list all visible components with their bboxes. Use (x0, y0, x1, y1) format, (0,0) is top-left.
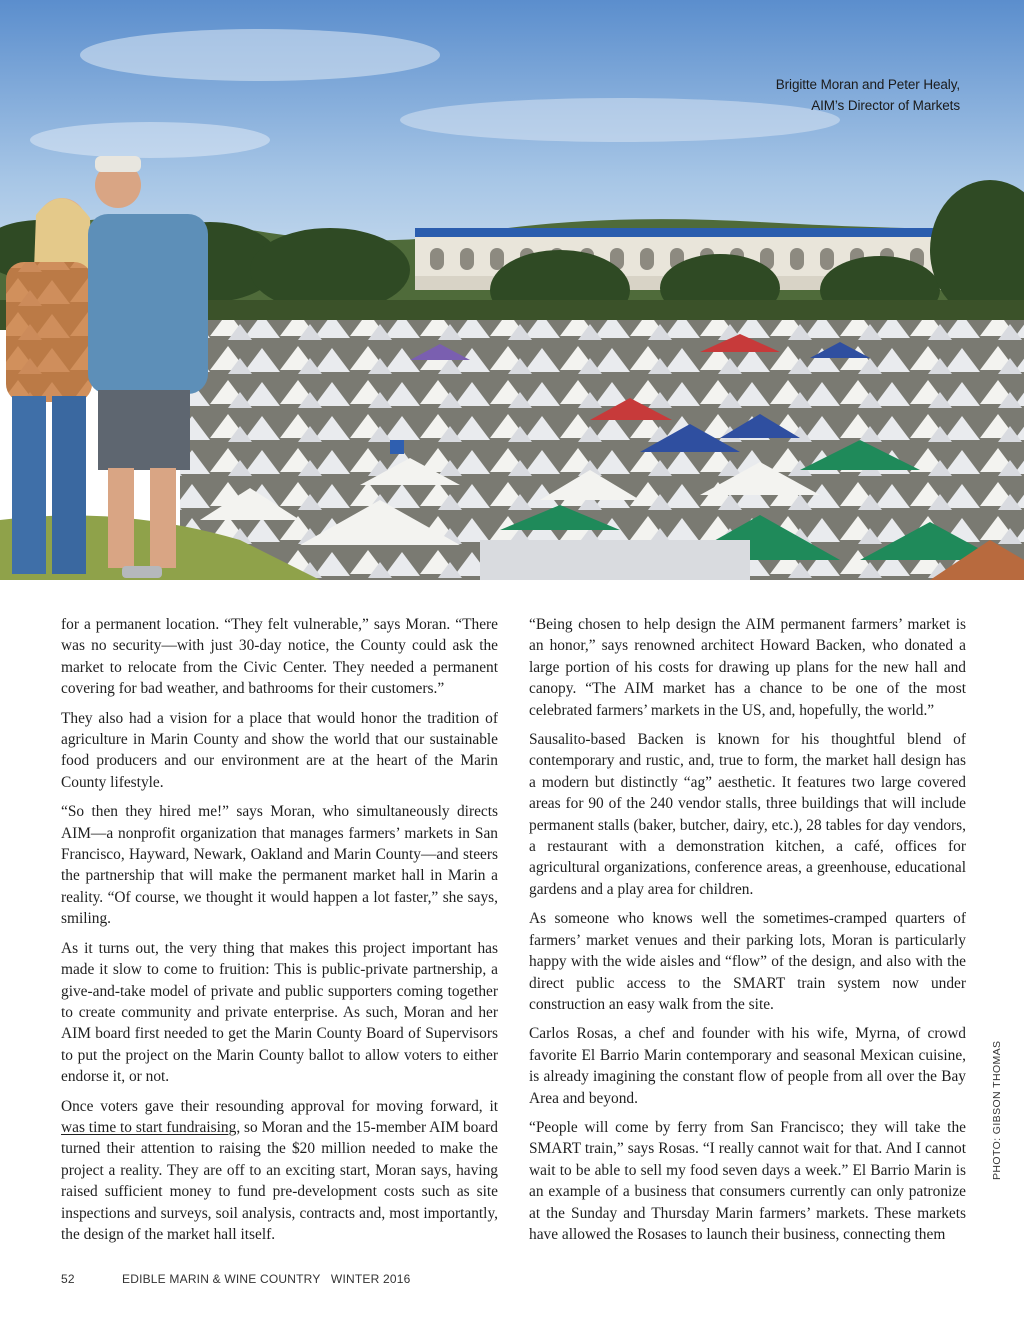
right-paragraph-2: Sausalito-based Backen is known for his thoughtful blend of contemporary and rustic, and, true to form, the market hall design has a modern but distinctly “ag” aesthetic. It features two large covered areas for 90 of the 240 vendor stalls, three buildings that will include permanent stalls (baker, butcher, dairy, etc.), 28 tables for day vendors, a restaurant with a demonstration kitchen, a café, offices for agricultural organizations, conference areas, a greenhouse, educational gardens and a play area for children. (529, 731, 966, 898)
fundraising-link[interactable]: was time to start fundraising (61, 1118, 237, 1136)
left-paragraph-3: “So then they hired me!” says Moran, who simultaneously directs AIM—a nonprofit organization that manages farmers’ markets in San Francisco, Hayward, Newark, Oakland and Marin County—and steers the partnership that will make the permanent market hall in Marin a reality. “Of course, we thought it would happen a lot faster,” she says, smiling. (61, 803, 498, 928)
right-paragraph-3: As someone who knows well the sometimes-cramped quarters of farmers’ market venues and their parking lots, Moran is particularly happy with the wide aisles and “flow” of the design, and also with the direct public access to the SMART train system now under construction an easy walk from the site. (529, 910, 966, 1013)
photo-credit: PHOTO: GIBSON THOMAS (991, 1040, 1003, 1180)
left-paragraph-5 (61, 1096, 498, 1246)
photo-caption (700, 74, 960, 116)
right-column (529, 614, 966, 1253)
right-paragraph-5: “People will come by ferry from San Francisco; they will take the SMART train,” says Rosas. “I really cannot wait for that. And I cannot wait to be able to sell my food seven days a week.” El Barrio Marin is an example of a business that consumers currently can only patronize at the Sunday and Thursday Marin farmers’ markets. These markets have allowed the Rosases to launch their business, connecting them (529, 1118, 966, 1243)
publication-line: EDIBLE MARIN & WINE COUNTRY WINTER 2016 (122, 1272, 411, 1286)
left-paragraph-5-end: , so Moran and the 15-member AIM board turned their attention to raising the $20 million needed to make the project a reality. They are off to an exciting start, Moran says, having raised sufficient money to fund pre-development costs such as site inspections and surveys, soil analysis, contracts and, most importantly, the design of the market hall itself. (61, 1118, 498, 1243)
caption-line-2: AIM’s Director of Markets (811, 98, 960, 113)
right-paragraph-1: “Being chosen to help design the AIM permanent farmers’ market is an honor,” says renowned architect Howard Backen, who donated a large portion of his costs for drawing up plans for the new hall and canopy. “The AIM market has a chance to be one of the most celebrated farmers’ markets in the US, and, hopefully, the world.” (529, 616, 966, 719)
caption-line-1: Brigitte Moran and Peter Healy, (775, 77, 960, 92)
left-paragraph-2: They also had a vision for a place that would honor the tradition of agriculture in Marin County and show the world that our sustainable food producers and our environment are at the heart of the Marin County lifestyle. (61, 709, 498, 791)
left-paragraph-5-start: Once voters gave their resounding approval for moving forward, it (61, 1097, 498, 1115)
left-paragraph-4: As it turns out, the very thing that makes this project important has made it slow to come to fruition: This is public-private partnership, a give-and-take model of private and public supporters coming together to create community and private enterprise. As such, Moran and her AIM board first needed to get the Marin County Board of Supervisors to put the project on the Marin County ballot to allow voters to either endorse it, or not. (61, 939, 498, 1086)
left-paragraph-1: for a permanent location. “They felt vulnerable,” says Moran. “There was no security—with just 30-day notice, the County could ask the market to relocate from the Civic Center. They needed a permanent covering for bad weather, and bathrooms for their customers.” (61, 616, 498, 698)
left-column (61, 614, 498, 1253)
page-number: 52 (61, 1272, 75, 1286)
people-figures (6, 156, 208, 578)
market-photo (0, 0, 1024, 580)
right-paragraph-4: Carlos Rosas, a chef and founder with his wife, Myrna, of crowd favorite El Barrio Marin contemporary and seasonal Mexican cuisine, is already imagining the constant flow of people from all over the Bay Area and beyond. (529, 1025, 966, 1107)
